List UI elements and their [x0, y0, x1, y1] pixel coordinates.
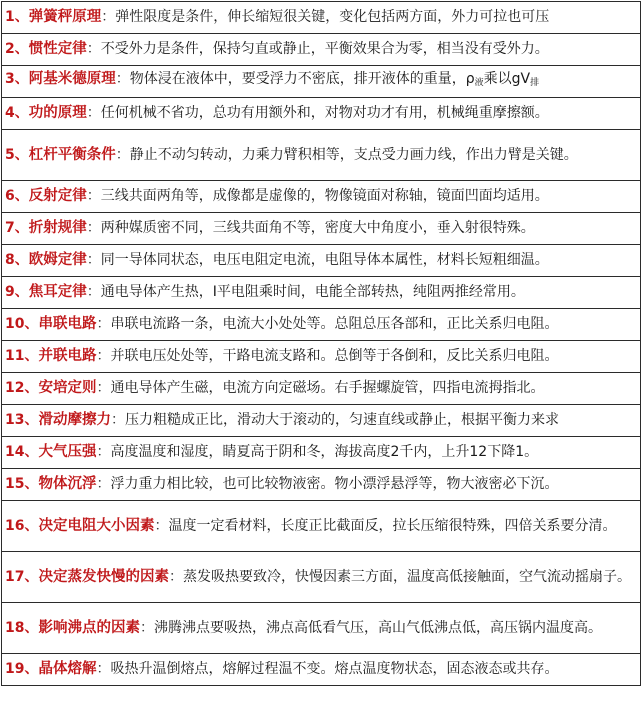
- law-name: 惯性定律: [28, 41, 87, 57]
- law-text: 蒸发吸热要致冷，快慢因素三方面，温度高低接触面，空气流动摇扇子。: [182, 569, 631, 585]
- separator: ：: [139, 620, 154, 636]
- law-text: 两种媒质密不同，三线共面角不等，密度大中角度小，垂入射很特殊。: [100, 220, 535, 236]
- row-number: 18、: [5, 620, 39, 636]
- table-cell: [2, 552, 641, 603]
- row-number: 19、: [5, 661, 39, 677]
- separator: ：: [115, 71, 130, 87]
- table-row: [2, 98, 641, 130]
- law-text: 压力粗糙成正比，滑动大于滚动的，匀速直线或静止，根据平衡力来求: [124, 412, 559, 428]
- law-name: 大气压强: [38, 444, 97, 460]
- subscript-liquid: 液: [474, 78, 484, 88]
- table-row: [2, 552, 641, 603]
- law-text: 吸热升温倒熔点，熔解过程温不变。熔点温度物状态，固态液态或共存。: [110, 661, 559, 677]
- law-name: 功的原理: [28, 105, 87, 121]
- table-cell: [2, 2, 641, 34]
- law-name: 杠杆平衡条件: [28, 147, 116, 163]
- table-row: [2, 405, 641, 437]
- table-row: [2, 181, 641, 213]
- law-text: 弹性限度是条件，伸长缩短很关键，变化包括两方面，外力可拉也可压: [115, 9, 550, 25]
- subscript-displaced: 排: [530, 78, 540, 88]
- separator: ：: [96, 380, 111, 396]
- separator: ：: [154, 518, 169, 534]
- separator: ：: [168, 569, 183, 585]
- separator: ：: [96, 476, 111, 492]
- table-row: [2, 2, 641, 34]
- law-name: 晶体熔解: [38, 661, 97, 677]
- law-text: 不受外力是条件，保持匀直或静止，平衡效果合为零，相当没有受外力。: [100, 41, 549, 57]
- table-row: [2, 501, 641, 552]
- table-cell: [2, 437, 641, 469]
- row-number: 7、: [5, 220, 29, 236]
- table-cell: [2, 469, 641, 501]
- separator: ：: [86, 105, 101, 121]
- table-row: [2, 373, 641, 405]
- law-text: 温度一定看材料，长度正比截面反，拉长压缩很特殊，四倍关系要分清。: [168, 518, 617, 534]
- law-name: 阿基米德原理: [28, 71, 116, 87]
- law-text: 任何机械不省功，总功有用额外和，对物对功才有用，机械绳重摩擦额。: [100, 105, 549, 121]
- table-row: [2, 437, 641, 469]
- row-number: 6、: [5, 188, 29, 204]
- law-text: 通电导体产生热，I平电阻乘时间，电能全部转热，纯阻两推经常用。: [100, 284, 525, 300]
- table-cell: [2, 373, 641, 405]
- law-name: 串联电路: [38, 316, 97, 332]
- law-name: 欧姆定律: [28, 252, 87, 268]
- table-cell: [2, 130, 641, 181]
- row-number: 16、: [5, 518, 39, 534]
- table-row: [2, 341, 641, 373]
- table-row: [2, 277, 641, 309]
- separator: ：: [86, 41, 101, 57]
- law-name: 决定电阻大小因素: [38, 518, 155, 534]
- row-number: 2、: [5, 41, 29, 57]
- table-row: [2, 309, 641, 341]
- law-text: 浮力重力相比较，也可比较物液密。物小漂浮悬浮等，物大液密必下沉。: [110, 476, 559, 492]
- law-text: 同一导体同状态，电压电阻定电流，电阻导体本属性，材料长短粗细温。: [100, 252, 549, 268]
- table-cell: [2, 309, 641, 341]
- row-number: 10、: [5, 316, 39, 332]
- law-name: 影响沸点的因素: [38, 620, 140, 636]
- table-row: [2, 603, 641, 654]
- law-text-mid: 乘以gV: [483, 71, 531, 87]
- row-number: 11、: [5, 348, 39, 364]
- law-name: 滑动摩擦力: [38, 412, 111, 428]
- law-text: 沸腾沸点要吸热，沸点高低看气压，高山气低沸点低，高压锅内温度高。: [153, 620, 602, 636]
- law-name: 反射定律: [28, 188, 87, 204]
- table-cell: [2, 181, 641, 213]
- table-cell: [2, 213, 641, 245]
- separator: ：: [101, 9, 116, 25]
- separator: ：: [110, 412, 125, 428]
- row-number: 15、: [5, 476, 39, 492]
- table-cell: [2, 98, 641, 130]
- separator: ：: [86, 188, 101, 204]
- law-name: 折射规律: [28, 220, 87, 236]
- law-text: 通电导体产生磁，电流方向定磁场。右手握螺旋管，四指电流拇指北。: [110, 380, 545, 396]
- table-cell: [2, 341, 641, 373]
- law-name: 焦耳定律: [28, 284, 87, 300]
- table-cell: [2, 654, 641, 686]
- table-row: [2, 213, 641, 245]
- table-row: [2, 654, 641, 686]
- row-number: 12、: [5, 380, 39, 396]
- separator: ：: [86, 252, 101, 268]
- table-row: [2, 66, 641, 98]
- table-cell: [2, 603, 641, 654]
- table-row: [2, 130, 641, 181]
- row-number: 5、: [5, 147, 29, 163]
- row-number: 14、: [5, 444, 39, 460]
- separator: ：: [96, 444, 111, 460]
- law-text: 高度温度和湿度，睛夏高于阴和冬，海拔高度2千内，上升12下降1。: [110, 444, 539, 460]
- law-text: 串联电流路一条，电流大小处处等。总阻总压各部和，正比关系归电阻。: [110, 316, 559, 332]
- row-number: 1、: [5, 9, 29, 25]
- separator: ：: [115, 147, 130, 163]
- table-cell: [2, 405, 641, 437]
- row-number: 17、: [5, 569, 39, 585]
- law-text: 并联电压处处等，干路电流支路和。总倒等于各倒和，反比关系归电阻。: [110, 348, 559, 364]
- law-name: 物体沉浮: [38, 476, 97, 492]
- row-number: 9、: [5, 284, 29, 300]
- separator: ：: [96, 661, 111, 677]
- table-row: [2, 34, 641, 66]
- law-text: 静止不动匀转动，力乘力臂积相等，支点受力画力线，作出力臂是关键。: [129, 147, 578, 163]
- physics-laws-table: [1, 1, 641, 686]
- separator: ：: [86, 284, 101, 300]
- table-cell: [2, 34, 641, 66]
- table-cell: [2, 245, 641, 277]
- separator: ：: [96, 316, 111, 332]
- row-number: 3、: [5, 71, 29, 87]
- law-name: 安培定则: [38, 380, 97, 396]
- law-name: 弹簧秤原理: [28, 9, 102, 25]
- table-row: [2, 469, 641, 501]
- law-name: 并联电路: [38, 348, 97, 364]
- row-number: 8、: [5, 252, 29, 268]
- table-cell: [2, 66, 641, 98]
- table-cell: [2, 277, 641, 309]
- separator: ：: [96, 348, 111, 364]
- table-cell: [2, 501, 641, 552]
- law-name: 决定蒸发快慢的因素: [38, 569, 169, 585]
- row-number: 4、: [5, 105, 29, 121]
- law-text: 三线共面两角等，成像都是虚像的，物像镜面对称轴，镜面凹面均适用。: [100, 188, 549, 204]
- law-text: 物体浸在液体中，要受浮力不密底，排开液体的重量，ρ: [129, 71, 475, 87]
- separator: ：: [86, 220, 101, 236]
- row-number: 13、: [5, 412, 39, 428]
- table-row: [2, 245, 641, 277]
